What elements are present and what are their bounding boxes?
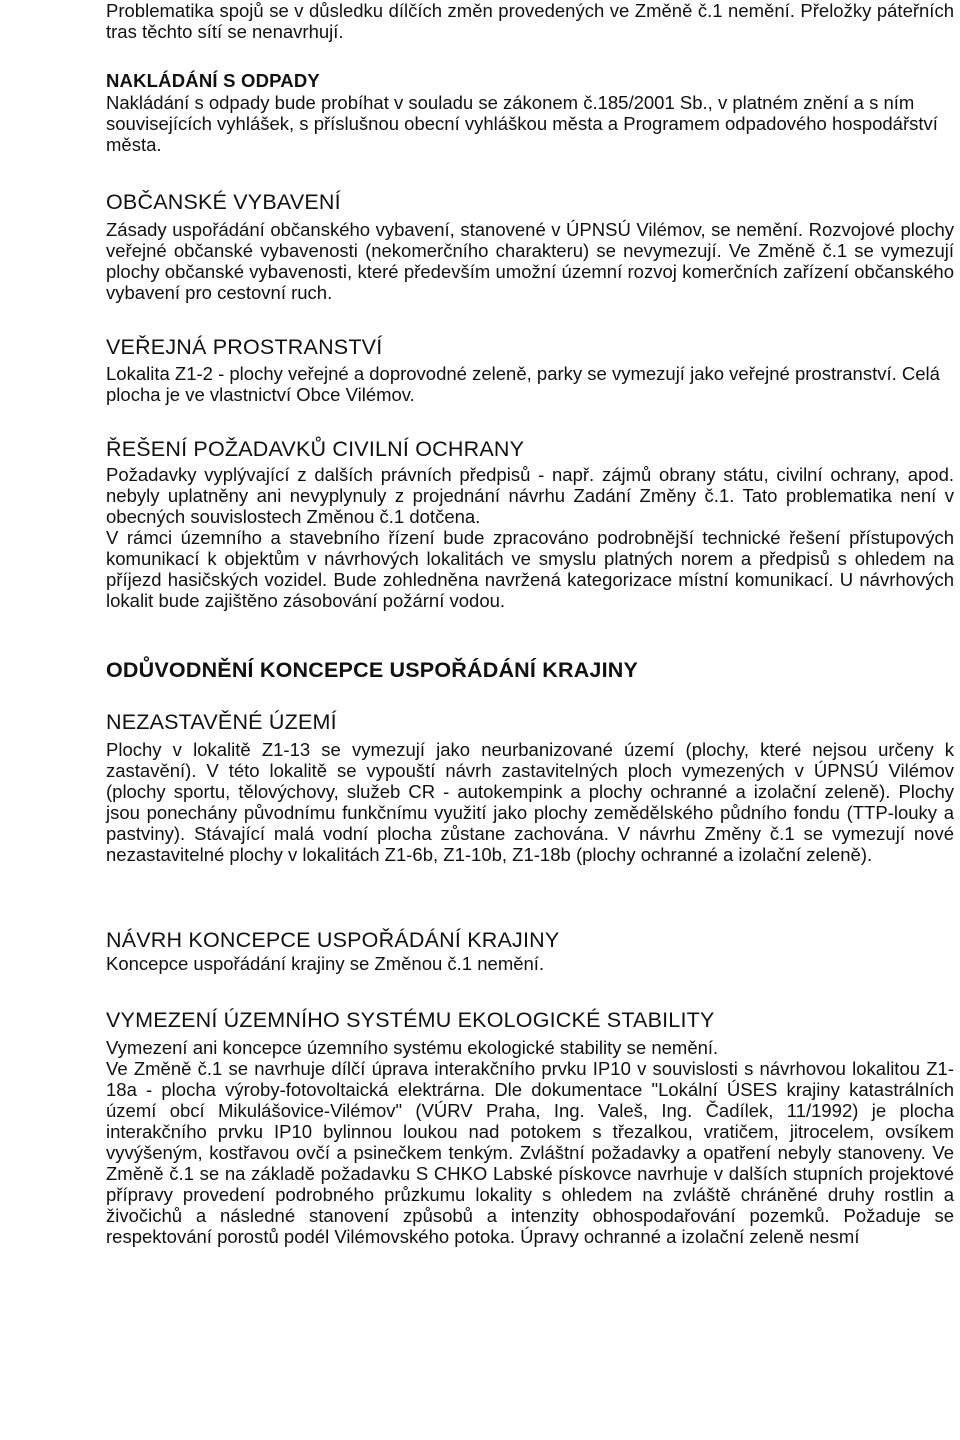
intro-paragraph: Problematika spojů se v důsledku dílčích změn provedených ve Změně č.1 nemění. Přeložky páteřních tras těchto sítí se nenavrhují.: [106, 0, 954, 42]
nezastavene-heading: NEZASTAVĚNÉ ÚZEMÍ: [106, 710, 337, 734]
civilni-paragraph-2: V rámci územního a stavebního řízení bude zpracováno podrobnější technické řešení přístupových komunikací k objektům v návrhových lokalitách ve smyslu platných norem a předpisů s ohledem na příjezd hasičských vozidel. Bude zohledněna navržená kategorizace místní komunikací. U návrhových lokalit bude zajištěno zásobování požární vodou.: [106, 527, 954, 611]
verejna-paragraph: Lokalita Z1-2 - plochy veřejné a doprovodné zeleně, parky se vymezují jako veřejné prostranství. Celá plocha je ve vlastnictví Obce Vilémov.: [106, 363, 940, 405]
verejna-section: [106, 335, 954, 405]
obcanske-section: [106, 190, 954, 303]
uses-heading: VYMEZENÍ ÚZEMNÍHO SYSTÉMU EKOLOGICKÉ STABILITY: [106, 1008, 715, 1032]
nezastavene-section: [106, 710, 954, 865]
navrh-paragraph: Koncepce uspořádání krajiny se Změnou č.1 nemění.: [106, 953, 545, 974]
odpady-section: [106, 70, 954, 155]
obcanske-heading: OBČANSKÉ VYBAVENÍ: [106, 190, 341, 214]
uses-paragraph-1: Vymezení ani koncepce územního systému ekologické stability se nemění.: [106, 1037, 719, 1058]
civilni-paragraph-1: Požadavky vyplývající z dalších právních předpisů - např. zájmů obrany státu, civilní ochrany, apod. nebyly uplatněny ani nevyplynuly z projednání návrhu Zadání Změny č.1. Tato problematika není v obecných souvislostech Změnou č.1 dotčena.: [106, 464, 954, 527]
uses-paragraph-2: Ve Změně č.1 se navrhuje dílčí úprava interakčního prvku IP10 v souvislosti s návrhovou lokalitou Z1-18a - plocha výroby-fotovoltaická elektrárna. Dle dokumentace "Lokální ÚSES krajiny katastrálních území obcí Mikulášovice-Vilémov" (VÚRV Praha, Ing. Valeš, Ing. Čadílek, 11/1992) je plocha interakčního prvku IP10 bylinnou loukou nad potokem s třezalkou, vratičem, jitrocelem, ovsíkem vyvýšeným, kostřavou ovčí a psinečkem tenkým. Zvláštní požadavky a opatření nebyly stanoveny. Ve Změně č.1 se na základě požadavku S CHKO Labské pískovce navrhuje v dalších stupních projektové přípravy provedení podrobného průzkumu lokality s ohledem na zvláště chráněné druhy rostlin a živočichů a následné stanovení způsobů a intenzity obhospodařování pozemků. Požaduje se respektování porostů podél Vilémovského potoka. Úpravy ochranné a izolační zeleně nesmí: [106, 1058, 954, 1247]
navrh-heading: NÁVRH KONCEPCE USPOŘÁDÁNÍ KRAJINY: [106, 928, 560, 952]
civilni-heading: ŘEŠENÍ POŽADAVKŮ CIVILNÍ OCHRANY: [106, 437, 525, 461]
koncepce-section: [106, 657, 954, 683]
uses-section: [106, 1008, 954, 1247]
civilni-section: [106, 437, 954, 611]
intro-section: [106, 0, 954, 42]
obcanske-paragraph: Zásady uspořádání občanského vybavení, stanovené v ÚPNSÚ Vilémov, se nemění. Rozvojové plochy veřejné občanské vybavenosti (nekomerčního charakteru) se nevymezují. Ve Změně č.1 se vymezují plochy občanské vybavenosti, které především umožní územní rozvoj komerčních zařízení občanského vybavení pro cestovní ruch.: [106, 219, 954, 303]
verejna-heading: VEŘEJNÁ PROSTRANSTVÍ: [106, 335, 383, 359]
nezastavene-paragraph: Plochy v lokalitě Z1-13 se vymezují jako neurbanizované území (plochy, které nejsou určeny k zastavění). V této lokalitě se vypouští návrh zastavitelných ploch vymezených v ÚPNSÚ Vilémov (plochy sportu, tělovýchovy, služeb CR - autokempink a plochy ochranné a izolační zeleně). Plochy jsou ponechány původnímu funkčnímu využití jako plochy zemědělského půdního fondu (TTP-louky a pastviny). Stávající malá vodní plocha zůstane zachována. V návrhu Změny č.1 se vymezují nové nezastavitelné plochy v lokalitách Z1-6b, Z1-10b, Z1-18b (plochy ochranné a izolační zeleně).: [106, 739, 954, 865]
odpady-heading: NAKLÁDÁNÍ S ODPADY: [106, 70, 320, 91]
navrh-section: [106, 928, 954, 974]
koncepce-heading: ODŮVODNĚNÍ KONCEPCE USPOŘÁDÁNÍ KRAJINY: [106, 658, 639, 682]
odpady-paragraph: Nakládání s odpady bude probíhat v souladu se zákonem č.185/2001 Sb., v platném znění a s ním souvisejících vyhlášek, s příslušnou obecní vyhláškou města a Programem odpadového hospodářství města.: [106, 92, 938, 155]
